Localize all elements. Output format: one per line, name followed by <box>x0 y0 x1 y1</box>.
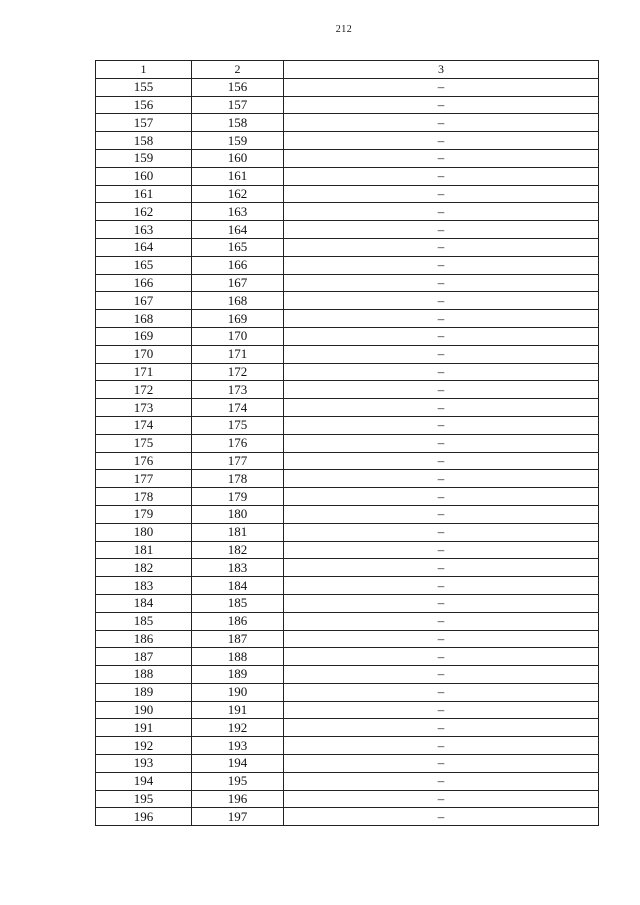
table-cell-col-3: – <box>284 274 599 292</box>
table-cell-col-3: – <box>284 666 599 684</box>
table-cell-col-3: – <box>284 114 599 132</box>
table-cell-col-1: 179 <box>96 505 192 523</box>
table-cell-col-1: 156 <box>96 96 192 114</box>
table-cell-col-1: 162 <box>96 203 192 221</box>
table-row <box>96 577 599 595</box>
table-row <box>96 221 599 239</box>
table-cell-col-1: 158 <box>96 132 192 150</box>
table-row <box>96 559 599 577</box>
table-row <box>96 452 599 470</box>
table-cell-col-3: – <box>284 256 599 274</box>
table-cell-col-1: 192 <box>96 737 192 755</box>
table-row <box>96 167 599 185</box>
table-row <box>96 185 599 203</box>
table-cell-col-2: 159 <box>192 132 284 150</box>
table-cell-col-2: 170 <box>192 327 284 345</box>
table-cell-col-3: – <box>284 327 599 345</box>
table-cell-col-1: 177 <box>96 470 192 488</box>
table-row <box>96 363 599 381</box>
table-row <box>96 203 599 221</box>
table-cell-col-3: – <box>284 78 599 96</box>
table-cell-col-1: 190 <box>96 701 192 719</box>
table-cell-col-3: – <box>284 719 599 737</box>
table-cell-col-2: 158 <box>192 114 284 132</box>
table-cell-col-3: – <box>284 737 599 755</box>
table-cell-col-3: – <box>284 399 599 417</box>
table-cell-col-3: – <box>284 345 599 363</box>
table-cell-col-3: – <box>284 96 599 114</box>
table-cell-col-3: – <box>284 630 599 648</box>
table-cell-col-1: 188 <box>96 666 192 684</box>
table-cell-col-3: – <box>284 203 599 221</box>
table-cell-col-2: 173 <box>192 381 284 399</box>
table-cell-col-2: 180 <box>192 505 284 523</box>
table-cell-col-3: – <box>284 612 599 630</box>
table-cell-col-1: 157 <box>96 114 192 132</box>
table-row <box>96 78 599 96</box>
table-cell-col-1: 170 <box>96 345 192 363</box>
table-row <box>96 132 599 150</box>
column-header-2: 2 <box>192 61 284 79</box>
table-cell-col-3: – <box>284 772 599 790</box>
column-header-1: 1 <box>96 61 192 79</box>
table-cell-col-3: – <box>284 488 599 506</box>
table-cell-col-1: 178 <box>96 488 192 506</box>
table-cell-col-3: – <box>284 292 599 310</box>
table-cell-col-1: 172 <box>96 381 192 399</box>
table-cell-col-3: – <box>284 505 599 523</box>
table-cell-col-1: 186 <box>96 630 192 648</box>
table-cell-col-3: – <box>284 594 599 612</box>
table-row <box>96 755 599 773</box>
table-cell-col-2: 189 <box>192 666 284 684</box>
table-cell-col-2: 168 <box>192 292 284 310</box>
table-cell-col-2: 190 <box>192 683 284 701</box>
table-cell-col-2: 174 <box>192 399 284 417</box>
table-cell-col-3: – <box>284 523 599 541</box>
table-cell-col-2: 161 <box>192 167 284 185</box>
table-row <box>96 505 599 523</box>
table-row <box>96 719 599 737</box>
table-cell-col-2: 175 <box>192 416 284 434</box>
table-cell-col-2: 183 <box>192 559 284 577</box>
table-cell-col-2: 164 <box>192 221 284 239</box>
table-cell-col-1: 181 <box>96 541 192 559</box>
table-cell-col-3: – <box>284 149 599 167</box>
table-row <box>96 488 599 506</box>
table-cell-col-1: 163 <box>96 221 192 239</box>
table-cell-col-3: – <box>284 363 599 381</box>
table-cell-col-1: 196 <box>96 808 192 826</box>
table-cell-col-1: 180 <box>96 523 192 541</box>
table-row <box>96 594 599 612</box>
table-header <box>96 61 599 79</box>
table-cell-col-2: 187 <box>192 630 284 648</box>
table-cell-col-2: 188 <box>192 648 284 666</box>
table-row <box>96 416 599 434</box>
table-row <box>96 790 599 808</box>
table-row <box>96 399 599 417</box>
table-row <box>96 648 599 666</box>
table-row <box>96 666 599 684</box>
table-cell-col-3: – <box>284 221 599 239</box>
table-cell-col-3: – <box>284 541 599 559</box>
table-cell-col-1: 176 <box>96 452 192 470</box>
table-cell-col-3: – <box>284 701 599 719</box>
table-cell-col-2: 177 <box>192 452 284 470</box>
table-cell-col-2: 182 <box>192 541 284 559</box>
table-row <box>96 523 599 541</box>
table-cell-col-2: 163 <box>192 203 284 221</box>
table-cell-col-1: 160 <box>96 167 192 185</box>
table-cell-col-3: – <box>284 648 599 666</box>
table-cell-col-3: – <box>284 808 599 826</box>
table-row <box>96 541 599 559</box>
table-cell-col-1: 174 <box>96 416 192 434</box>
table-row <box>96 114 599 132</box>
table-cell-col-3: – <box>284 434 599 452</box>
table-cell-col-1: 166 <box>96 274 192 292</box>
table-row <box>96 630 599 648</box>
table-cell-col-1: 194 <box>96 772 192 790</box>
table-row <box>96 701 599 719</box>
table-cell-col-2: 157 <box>192 96 284 114</box>
table-cell-col-1: 168 <box>96 310 192 328</box>
table-row <box>96 292 599 310</box>
table-cell-col-1: 164 <box>96 238 192 256</box>
table-cell-col-1: 171 <box>96 363 192 381</box>
table-row <box>96 96 599 114</box>
table-row <box>96 772 599 790</box>
table-row <box>96 238 599 256</box>
table-cell-col-1: 182 <box>96 559 192 577</box>
table-cell-col-1: 173 <box>96 399 192 417</box>
table-cell-col-2: 186 <box>192 612 284 630</box>
table-cell-col-3: – <box>284 381 599 399</box>
table-cell-col-3: – <box>284 310 599 328</box>
table-row <box>96 345 599 363</box>
table-cell-col-3: – <box>284 470 599 488</box>
table-cell-col-2: 165 <box>192 238 284 256</box>
table-cell-col-1: 193 <box>96 755 192 773</box>
table-cell-col-3: – <box>284 167 599 185</box>
header-row <box>96 61 599 79</box>
table-cell-col-1: 183 <box>96 577 192 595</box>
table-cell-col-2: 179 <box>192 488 284 506</box>
table-cell-col-2: 181 <box>192 523 284 541</box>
table-row <box>96 683 599 701</box>
table-cell-col-2: 176 <box>192 434 284 452</box>
table-row <box>96 327 599 345</box>
table-cell-col-2: 171 <box>192 345 284 363</box>
table-cell-col-1: 191 <box>96 719 192 737</box>
table-cell-col-2: 194 <box>192 755 284 773</box>
table-row <box>96 274 599 292</box>
table-row <box>96 149 599 167</box>
table-cell-col-2: 166 <box>192 256 284 274</box>
table-cell-col-2: 169 <box>192 310 284 328</box>
data-table <box>95 60 599 826</box>
table-cell-col-2: 185 <box>192 594 284 612</box>
table-row <box>96 256 599 274</box>
table-cell-col-3: – <box>284 185 599 203</box>
table-cell-col-3: – <box>284 755 599 773</box>
table-cell-col-1: 185 <box>96 612 192 630</box>
table-cell-col-1: 169 <box>96 327 192 345</box>
table-cell-col-2: 162 <box>192 185 284 203</box>
table-row <box>96 310 599 328</box>
table-body <box>96 78 599 825</box>
table-cell-col-2: 196 <box>192 790 284 808</box>
table-row <box>96 612 599 630</box>
table-cell-col-1: 195 <box>96 790 192 808</box>
table-cell-col-3: – <box>284 559 599 577</box>
table-cell-col-2: 191 <box>192 701 284 719</box>
table-cell-col-1: 167 <box>96 292 192 310</box>
table-cell-col-1: 184 <box>96 594 192 612</box>
table-cell-col-3: – <box>284 238 599 256</box>
table-cell-col-2: 156 <box>192 78 284 96</box>
table-cell-col-2: 172 <box>192 363 284 381</box>
table-row <box>96 737 599 755</box>
column-header-3: 3 <box>284 61 599 79</box>
table-cell-col-1: 189 <box>96 683 192 701</box>
table-cell-col-1: 155 <box>96 78 192 96</box>
table-cell-col-3: – <box>284 683 599 701</box>
table-cell-col-2: 193 <box>192 737 284 755</box>
table-cell-col-1: 187 <box>96 648 192 666</box>
table-cell-col-1: 161 <box>96 185 192 203</box>
table-cell-col-3: – <box>284 790 599 808</box>
table-cell-col-3: – <box>284 452 599 470</box>
table-cell-col-2: 184 <box>192 577 284 595</box>
table-cell-col-1: 175 <box>96 434 192 452</box>
table-cell-col-2: 167 <box>192 274 284 292</box>
table-cell-col-1: 159 <box>96 149 192 167</box>
table-cell-col-1: 165 <box>96 256 192 274</box>
table-cell-col-2: 160 <box>192 149 284 167</box>
page-number: 212 <box>335 24 353 35</box>
table-cell-col-2: 197 <box>192 808 284 826</box>
table-row <box>96 470 599 488</box>
table-cell-col-2: 195 <box>192 772 284 790</box>
table-row <box>96 381 599 399</box>
table-row <box>96 434 599 452</box>
table-row <box>96 808 599 826</box>
table-cell-col-3: – <box>284 416 599 434</box>
table-cell-col-3: – <box>284 132 599 150</box>
table-cell-col-2: 178 <box>192 470 284 488</box>
table-cell-col-3: – <box>284 577 599 595</box>
table-cell-col-2: 192 <box>192 719 284 737</box>
